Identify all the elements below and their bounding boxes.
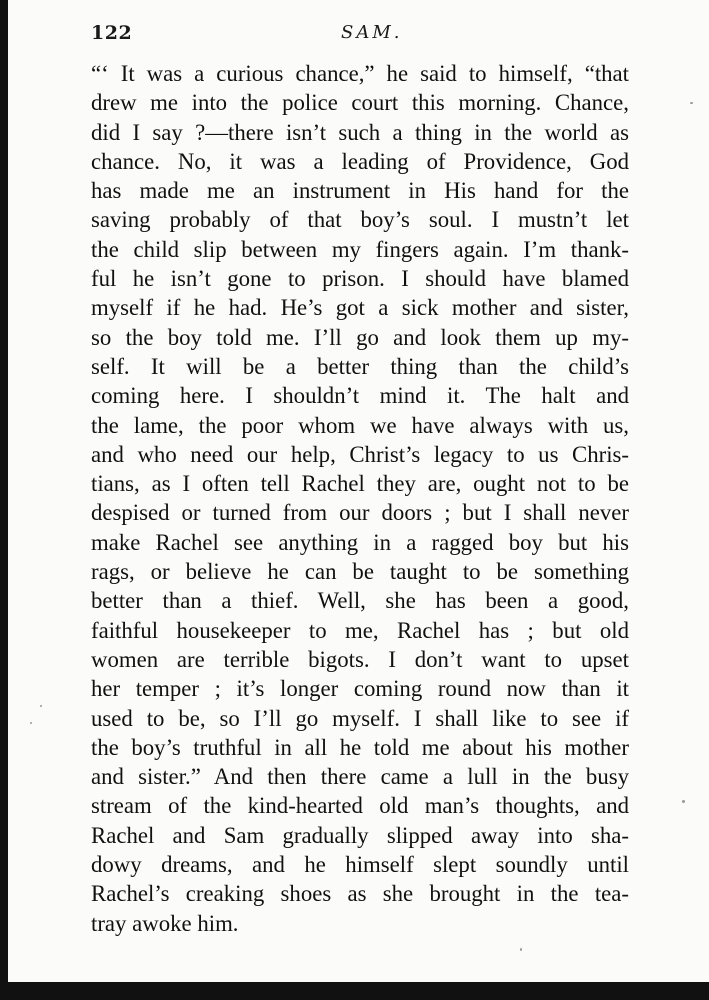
- text-line: ful he isn’t gone to prison. I should have blamed: [91, 266, 629, 292]
- scan-border-bottom: [0, 982, 709, 1000]
- text-line: did I say ?—there isn’t such a thing in the world as: [91, 119, 629, 145]
- text-line: and who need our help, Christ’s legacy to us Chris-: [91, 441, 629, 467]
- text-line: saving probably of that boy’s soul. I mustn’t let: [91, 207, 629, 233]
- text-line: the boy’s truthful in all he told me about his mother: [91, 734, 629, 760]
- dust-speck: [30, 722, 32, 724]
- text-line: despised or turned from our doors ; but I shall never: [91, 500, 629, 526]
- text-line: chance. No, it was a leading of Providence, God: [91, 148, 629, 174]
- text-line: women are terrible bigots. I don’t want to upset: [91, 646, 629, 672]
- text-line: stream of the kind-hearted old man’s thoughts, and: [91, 793, 629, 819]
- scan-border-left: [0, 0, 8, 1000]
- text-line: better than a thief. Well, she has been a good,: [91, 588, 629, 614]
- dust-speck: [520, 948, 522, 951]
- text-line: drew me into the police court this morning. Chance,: [91, 90, 629, 116]
- text-line: “‘ It was a curious chance,” he said to himself, “that: [91, 61, 629, 86]
- text-line: dowy dreams, and he himself slept soundly until: [91, 852, 629, 878]
- page-number: 122: [91, 22, 133, 44]
- text-line: the lame, the poor whom we have always with us,: [91, 412, 629, 438]
- text-line: tians, as I often tell Rachel they are, ought not to be: [91, 471, 629, 497]
- dust-speck: [40, 705, 42, 707]
- text-line: the child slip between my fingers again. I’m thank-: [91, 236, 629, 262]
- text-line: coming here. I shouldn’t mind it. The halt and: [91, 383, 629, 409]
- text-line: and sister.” And then there came a lull in the busy: [91, 764, 629, 790]
- text-line: so the boy told me. I’ll go and look them up my-: [91, 324, 629, 350]
- page-header: [91, 22, 631, 48]
- text-line: make Rachel see anything in a ragged boy but his: [91, 529, 629, 555]
- text-line: Rachel and Sam gradually slipped away into sha-: [91, 822, 629, 848]
- running-head: SAM.: [341, 22, 403, 43]
- dust-speck: [690, 102, 693, 104]
- text-line: rags, or believe he can be taught to be something: [91, 559, 629, 585]
- text-line: her temper ; it’s longer coming round now than it: [91, 676, 629, 702]
- text-line: self. It will be a better thing than the child’s: [91, 353, 629, 379]
- text-line: Rachel’s creaking shoes as she brought in the tea-: [91, 881, 629, 907]
- text-line: faithful housekeeper to me, Rachel has ; but old: [91, 617, 629, 643]
- text-line: used to be, so I’ll go myself. I shall like to see if: [91, 705, 629, 731]
- dust-speck: [682, 800, 685, 803]
- body-text: [91, 59, 629, 938]
- text-line: myself if he had. He’s got a sick mother and sister,: [91, 295, 629, 321]
- text-line-last: tray awoke him.: [91, 910, 239, 936]
- text-line: has made me an instrument in His hand for the: [91, 178, 629, 204]
